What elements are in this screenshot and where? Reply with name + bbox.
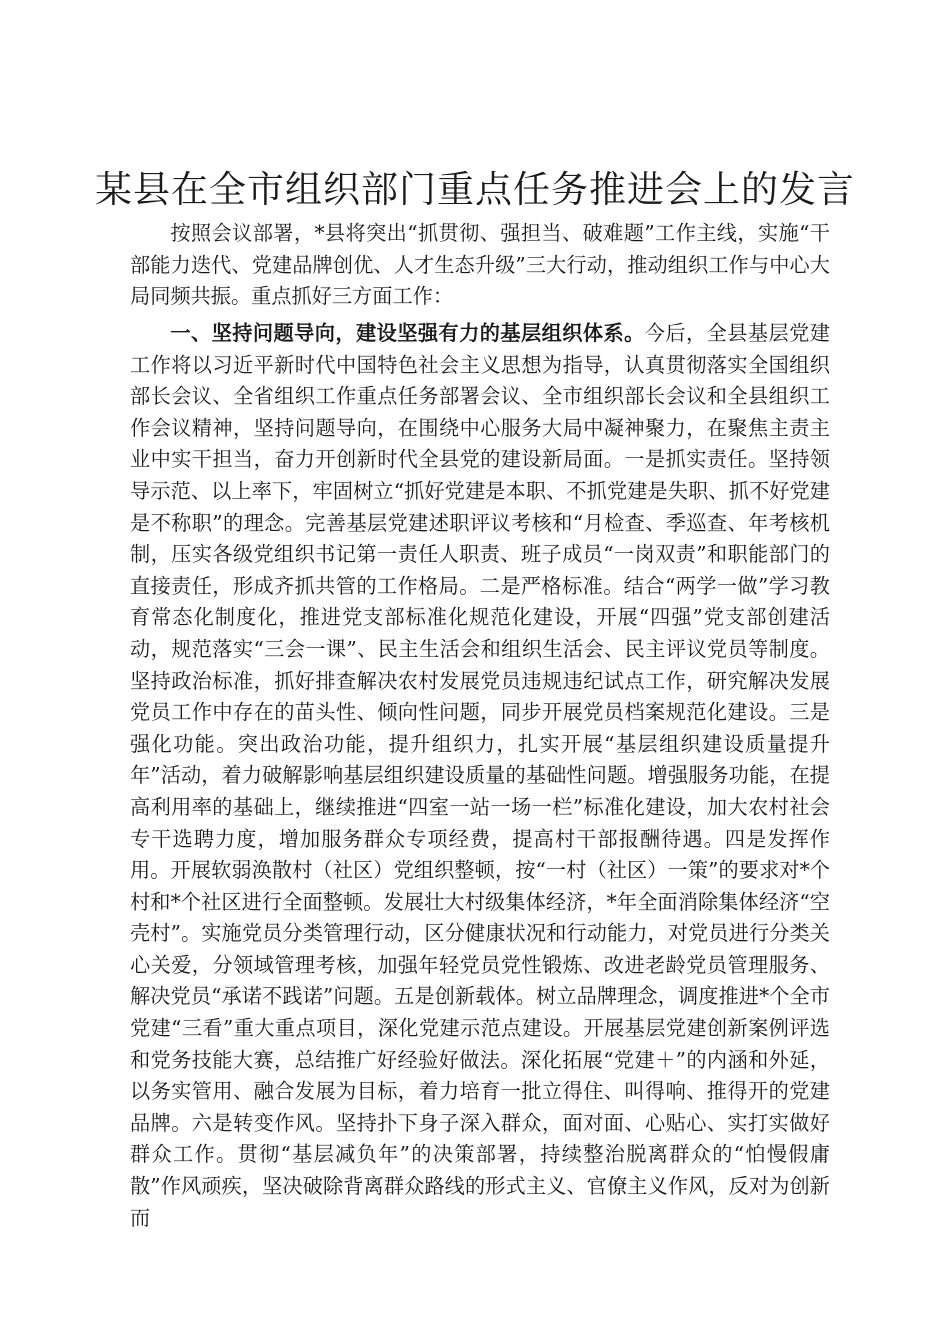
document-title: 某县在全市组织部门重点任务推进会上的发言 [95,168,855,211]
section-1-paragraph [130,318,830,1234]
section-1-heading: 一、坚持问题导向，建设坚强有力的基层组织体系。 [170,321,645,345]
section-1-body: 今后，全县基层党建工作将以习近平新时代中国特色社会主义思想为指导，认真贯彻落实全国组织部长会议、全省组织工作重点任务部署会议、全市组织部长会议和全县组织工作会议精神，坚持问题导向，在围绕中心服务大局中凝神聚力，在聚焦主责主业中实干担当，奋力开创新时代全县党的建设新局面。一是抓实责任。坚持领导示范、以上率下，牢固树立“抓好党建是本职、不抓党建是失职、抓不好党建是不称职”的理念。完善基层党建述职评议考核和“月检查、季巡查、年考核机制，压实各级党组织书记第一责任人职责、班子成员“一岗双责”和职能部门的直接责任，形成齐抓共管的工作格局。二是严格标准。结合“两学一做”学习教育常态化制度化，推进党支部标准化规范化建设，开展“四强”党支部创建活动，规范落实“三会一课”、民主生活会和组织生活会、民主评议党员等制度。坚持政治标准，抓好排查解决农村发展党员违规违纪试点工作，研究解决发展党员工作中存在的苗头性、倾向性问题，同步开展党员档案规范化建设。三是强化功能。突出政治功能，提升组织力，扎实开展“基层组织建设质量提升年”活动，着力破解影响基层组织建设质量的基础性问题。增强服务功能，在提高利用率的基础上，继续推进“四室一站一场一栏”标准化建设，加大农村社会专干选聘力度，增加服务群众专项经费，提高村干部报酬待遇。四是发挥作用。开展软弱涣散村（社区）党组织整顿，按“一村（社区）一策”的要求对*个村和*个社区进行全面整顿。发展壮大村级集体经济，*年全面消除集体经济“空壳村”。实施党员分类管理行动，区分健康状况和行动能力，对党员进行分类关心关爱，分领域管理考核，加强年轻党员党性锻炼、改进老龄党员管理服务、解决党员“承诺不践诺”问题。五是创新载体。树立品牌理念，调度推进*个全市党建“三看”重大重点项目，深化党建示范点建设。开展基层党建创新案例评选和党务技能大赛，总结推广好经验好做法。深化拓展“党建＋”的内涵和外延，以务实管用、融合发展为目标，着力培育一批立得住、叫得响、推得开的党建品牌。六是转变作风。坚持扑下身子深入群众，面对面、心贴心、实打实做好群众工作。贯彻“基层减负年”的决策部署，持续整治脱离群众的“怕慢假庸散”作风顽疾，坚决破除背离群众路线的形式主义、官僚主义作风，反对为创新而 [130,321,830,1230]
intro-paragraph: 按照会议部署，*县将突出“抓贯彻、强担当、破难题”工作主线，实施“干部能力迭代、党建品牌创优、人才生态升级”三大行动，推动组织工作与中心大局同频共振。重点抓好三方面工作： [130,221,830,309]
